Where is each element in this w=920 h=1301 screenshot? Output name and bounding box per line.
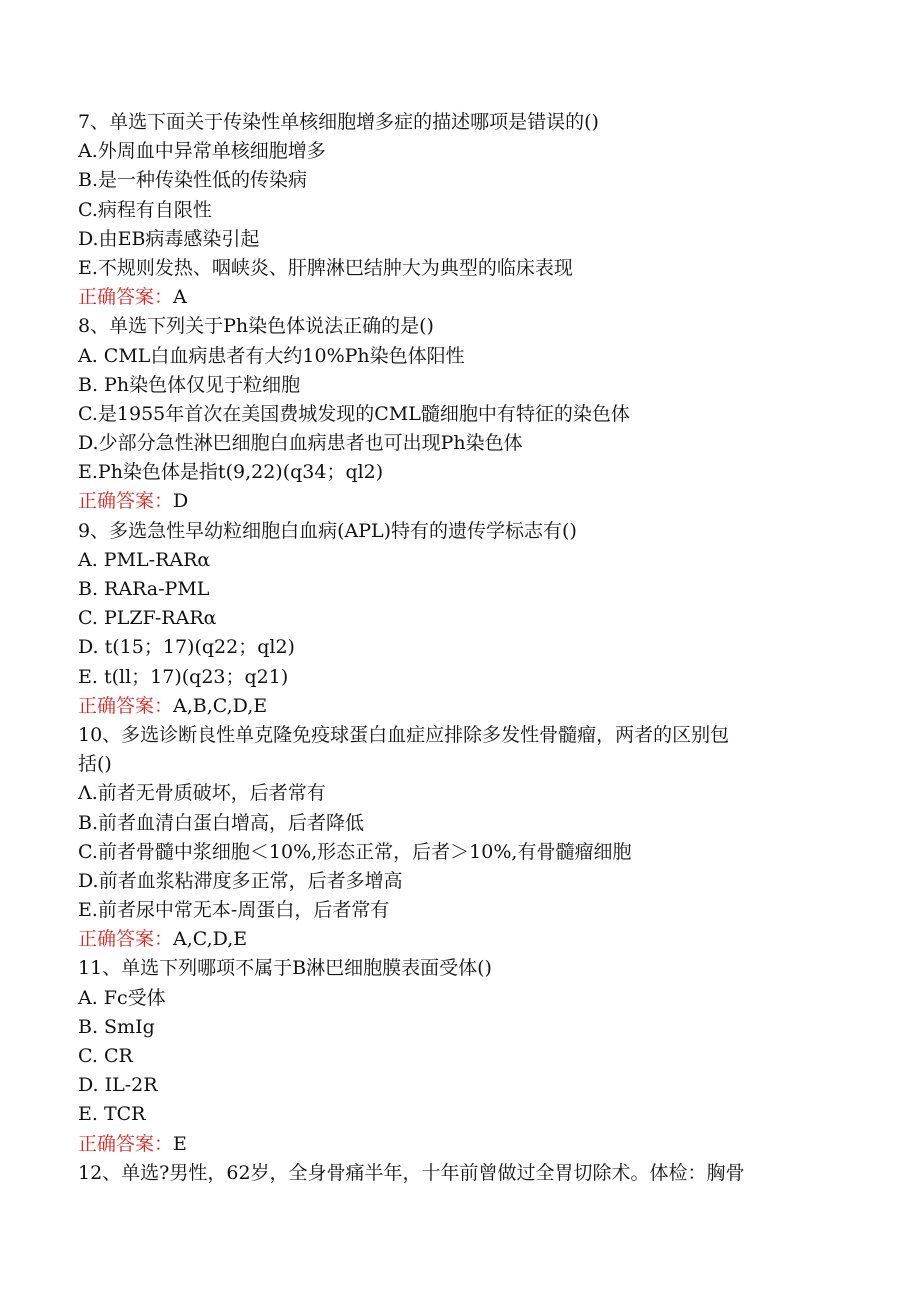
- answer-line: [78, 692, 858, 721]
- answer-label: 正确答案：: [78, 928, 174, 951]
- answer-line: [78, 487, 858, 516]
- option-a: Λ.前者无骨质破坏，后者常有: [78, 782, 326, 805]
- option-e: E.不规则发热、咽峡炎、肝脾淋巴结肿大为典型的临床表现: [78, 256, 573, 279]
- answer-line: [78, 925, 858, 954]
- option-b: B. SmIg: [78, 1015, 155, 1038]
- option-d: D.前者血浆粘滞度多正常，后者多增高: [78, 869, 403, 892]
- option-c: C.前者骨髓中浆细胞＜10%,形态正常，后者＞10%,有骨髓瘤细胞: [78, 840, 632, 863]
- answer-line: [78, 283, 858, 312]
- question-stem: 7、单选下面关于传染性单核细胞增多症的描述哪项是错误的(): [78, 111, 599, 133]
- answer-value: A: [173, 286, 187, 309]
- option-d: D. IL-2R: [78, 1074, 158, 1097]
- option-e: E.Ph染色体是指t(9,22)(q34；ql2): [78, 461, 384, 484]
- option-a: A.外周血中异常单核细胞增多: [78, 140, 326, 163]
- question-stem: 8、单选下列关于Ph染色体说法正确的是(): [78, 315, 434, 338]
- option-e: E.前者尿中常无本-周蛋白，后者常有: [78, 899, 390, 922]
- answer-line: [78, 1130, 858, 1159]
- question-stem: 11、单选下列哪项不属于B淋巴细胞膜表面受体(): [78, 957, 492, 980]
- option-b: B. Ph染色体仅见于粒细胞: [78, 373, 301, 396]
- option-b: B. RARa-PML: [78, 578, 210, 600]
- answer-value: D: [173, 490, 189, 513]
- option-e: E. TCR: [78, 1103, 146, 1126]
- option-a: A. CML白血病患者有大约10%Ph染色体阳性: [78, 344, 465, 367]
- answer-label: 正确答案：: [78, 694, 174, 717]
- question-stem: 9、多选急性早幼粒细胞白血病(APL)特有的遗传学标志有(): [78, 519, 577, 542]
- answer-value: A,C,D,E: [173, 928, 248, 951]
- option-e: E. t(ll；17)(q23；q21): [78, 665, 289, 688]
- option-c: C. CR: [78, 1045, 133, 1067]
- option-d: D.由EB病毒感染引起: [78, 227, 260, 250]
- option-a: A. Fc受体: [78, 986, 166, 1009]
- document-page: [78, 108, 858, 1188]
- answer-label: 正确答案：: [78, 1132, 174, 1155]
- option-b: B.是一种传染性低的传染病: [78, 169, 308, 192]
- option-d: D.少部分急性淋巴细胞白血病患者也可出现Ph染色体: [78, 432, 523, 455]
- answer-value: E: [173, 1132, 187, 1155]
- question-stem-continued: 括(): [78, 753, 112, 776]
- option-c: C.是1955年首次在美国费城发现的CML髓细胞中有特征的染色体: [78, 402, 630, 425]
- option-d: D. t(15；17)(q22；ql2): [78, 636, 295, 659]
- question-stem: 10、多选诊断良性单克隆免疫球蛋白血症应排除多发性骨髓瘤，两者的区别包: [78, 723, 730, 746]
- option-b: B.前者血清白蛋白增高，后者降低: [78, 811, 365, 834]
- answer-value: A,B,C,D,E: [173, 694, 268, 717]
- answer-label: 正确答案：: [78, 286, 174, 309]
- option-c: C. PLZF-RARα: [78, 607, 217, 630]
- question-stem: 12、单选?男性，62岁，全身骨痛半年，十年前曾做过全胃切除术。体检：胸骨: [78, 1161, 745, 1184]
- answer-label: 正确答案：: [78, 490, 174, 513]
- option-c: C.病程有自限性: [78, 198, 212, 221]
- option-a: A. PML-RARα: [78, 548, 211, 571]
